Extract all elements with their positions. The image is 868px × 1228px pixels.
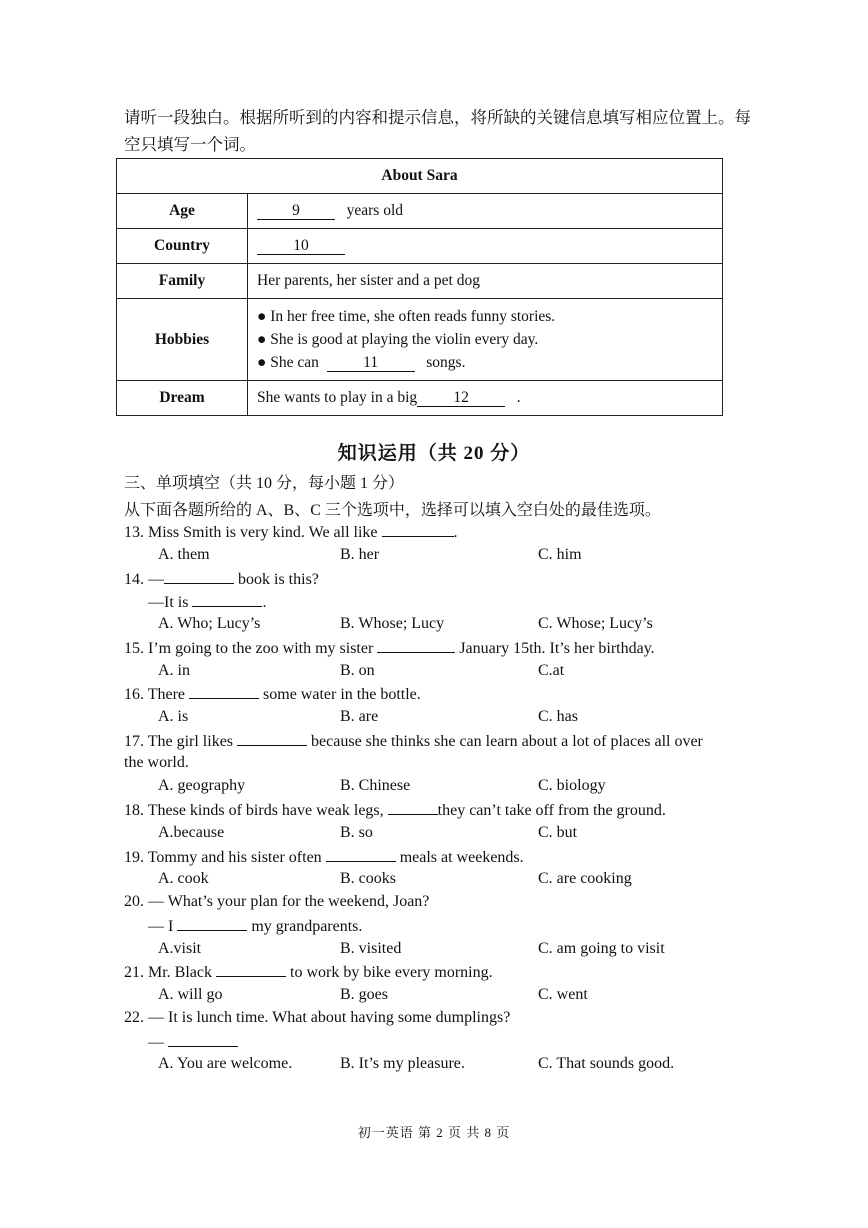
q14-line2: —It is	[148, 594, 189, 611]
dream-label: Dream	[117, 381, 248, 416]
answer-blank	[192, 592, 262, 607]
age-value	[248, 194, 723, 229]
answer-blank	[326, 847, 396, 862]
q21-option-c: C. went	[538, 986, 588, 1003]
q16-option-c: C. has	[538, 708, 578, 725]
question-15	[124, 638, 655, 658]
listening-instructions: 请听一段独白。根据所听到的内容和提示信息，将所缺的关键信息填写相应位置上。每空只填写一个词。	[124, 108, 751, 154]
q21-option-b: B. goes	[340, 986, 388, 1003]
q15-option-a: A. in	[158, 662, 190, 679]
q16-option-a: A. is	[158, 708, 189, 725]
question-20-line-2	[148, 916, 362, 936]
answer-blank	[189, 684, 259, 699]
question-14	[124, 569, 319, 589]
hobby-2: ● She is good at playing the violin every day.	[257, 331, 539, 348]
q22-line2: —	[148, 1034, 164, 1051]
question-17	[124, 731, 703, 751]
blank-9: 9	[257, 203, 335, 220]
q13-option-b: B. her	[340, 546, 380, 563]
q14-line2-end: .	[262, 594, 267, 611]
section-title: 知识运用（共 20 分）	[337, 443, 531, 464]
answer-blank	[177, 916, 247, 931]
q21-stem-end: to work by bike every morning.	[290, 964, 493, 981]
answer-blank	[168, 1032, 238, 1047]
blank-11: 11	[327, 355, 415, 372]
q21-stem: 21. Mr. Black	[124, 964, 212, 981]
q17-stem: 17. The girl likes	[124, 733, 234, 750]
q15-stem: 15. I’m going to the zoo with my sister	[124, 640, 374, 657]
q18-option-b: B. so	[340, 824, 373, 841]
q14-option-b: B. Whose; Lucy	[340, 615, 445, 632]
q18-stem: 18. These kinds of birds have weak legs,	[124, 802, 384, 819]
question-20: 20. — What’s your plan for the weekend, Joan?	[124, 893, 430, 910]
question-16	[124, 684, 421, 704]
q20-line2: — I	[148, 918, 174, 935]
q14-stem-end: book is this?	[238, 571, 319, 588]
q17-stem-end: because she thinks she can learn about a lot of places all over	[311, 733, 703, 750]
q14-option-c: C. Whose; Lucy’s	[538, 615, 653, 632]
q20-line2-end: my grandparents.	[251, 918, 363, 935]
q13-option-a: A. them	[158, 546, 210, 563]
q13-stem-end: .	[453, 524, 458, 541]
question-21	[124, 962, 493, 982]
answer-blank	[216, 962, 286, 977]
hobby-3-pre: ● She can	[257, 354, 319, 371]
q20-option-b: B. visited	[340, 940, 402, 957]
hobbies-label: Hobbies	[117, 299, 248, 381]
question-13	[124, 522, 458, 542]
q21-option-a: A. will go	[158, 986, 223, 1003]
dream-value	[248, 381, 723, 416]
hobby-1: ● In her free time, she often reads funny stories.	[257, 308, 556, 325]
country-value	[248, 229, 723, 264]
answer-blank	[388, 800, 438, 815]
dream-pre: She wants to play in a big	[257, 389, 418, 406]
q13-option-c: C. him	[538, 546, 582, 563]
q20-option-a: A.visit	[158, 940, 202, 957]
q16-stem: 16. There	[124, 686, 186, 703]
q20-option-c: C. am going to visit	[538, 940, 665, 957]
family-label: Family	[117, 264, 248, 299]
q22-option-c: C. That sounds good.	[538, 1055, 675, 1072]
q22-option-b: B. It’s my pleasure.	[340, 1055, 465, 1072]
dream-post: .	[516, 389, 521, 406]
q14-option-a: A. Who; Lucy’s	[158, 615, 261, 632]
question-18	[124, 800, 666, 820]
blank-10: 10	[257, 238, 345, 255]
q19-option-b: B. cooks	[340, 870, 396, 887]
q18-option-c: C. but	[538, 824, 578, 841]
q15-stem-end: January 15th. It’s her birthday.	[459, 640, 655, 657]
answer-blank	[377, 638, 455, 653]
q22-option-a: A. You are welcome.	[158, 1055, 293, 1072]
age-suffix: years old	[346, 202, 404, 219]
blank-12: 12	[417, 390, 505, 407]
question-17-line-2: the world.	[124, 754, 189, 771]
part-instructions: 从下面各题所给的 A、B、C 三个选项中，选择可以填入空白处的最佳选项。	[124, 502, 661, 519]
table-title: About Sara	[117, 159, 723, 194]
question-22-line-2	[148, 1032, 238, 1052]
q19-option-c: C. are cooking	[538, 870, 632, 887]
hobbies-value	[248, 299, 723, 381]
question-22: 22. — It is lunch time. What about having some dumplings?	[124, 1009, 511, 1026]
question-19	[124, 847, 524, 867]
q18-stem-end: they can’t take off from the ground.	[437, 802, 666, 819]
q19-stem: 19. Tommy and his sister often	[124, 849, 322, 866]
q19-stem-end: meals at weekends.	[399, 849, 524, 866]
q15-option-b: B. on	[340, 662, 375, 679]
family-value: Her parents, her sister and a pet dog	[248, 264, 723, 299]
q13-stem: 13. Miss Smith is very kind. We all like	[124, 524, 378, 541]
about-sara-table	[116, 158, 723, 416]
hobby-3	[257, 351, 722, 374]
answer-blank	[382, 522, 454, 537]
question-14-line-2	[148, 592, 266, 612]
q19-option-a: A. cook	[158, 870, 209, 887]
q16-option-b: B. are	[340, 708, 379, 725]
country-label: Country	[117, 229, 248, 264]
part-heading: 三、单项填空（共 10 分，每小题 1 分）	[124, 475, 405, 492]
answer-blank	[164, 569, 234, 584]
q17-option-a: A. geography	[158, 777, 246, 794]
q17-option-c: C. biology	[538, 777, 606, 794]
q17-option-b: B. Chinese	[340, 777, 411, 794]
page-footer: 初一英语 第 2 页 共 8 页	[357, 1125, 511, 1140]
q15-option-c: C.at	[538, 662, 565, 679]
age-label: Age	[117, 194, 248, 229]
answer-blank	[237, 731, 307, 746]
q16-stem-end: some water in the bottle.	[263, 686, 421, 703]
hobby-3-post: songs.	[426, 354, 466, 371]
q18-option-a: A.because	[158, 824, 225, 841]
q14-stem: 14. —	[124, 571, 164, 588]
